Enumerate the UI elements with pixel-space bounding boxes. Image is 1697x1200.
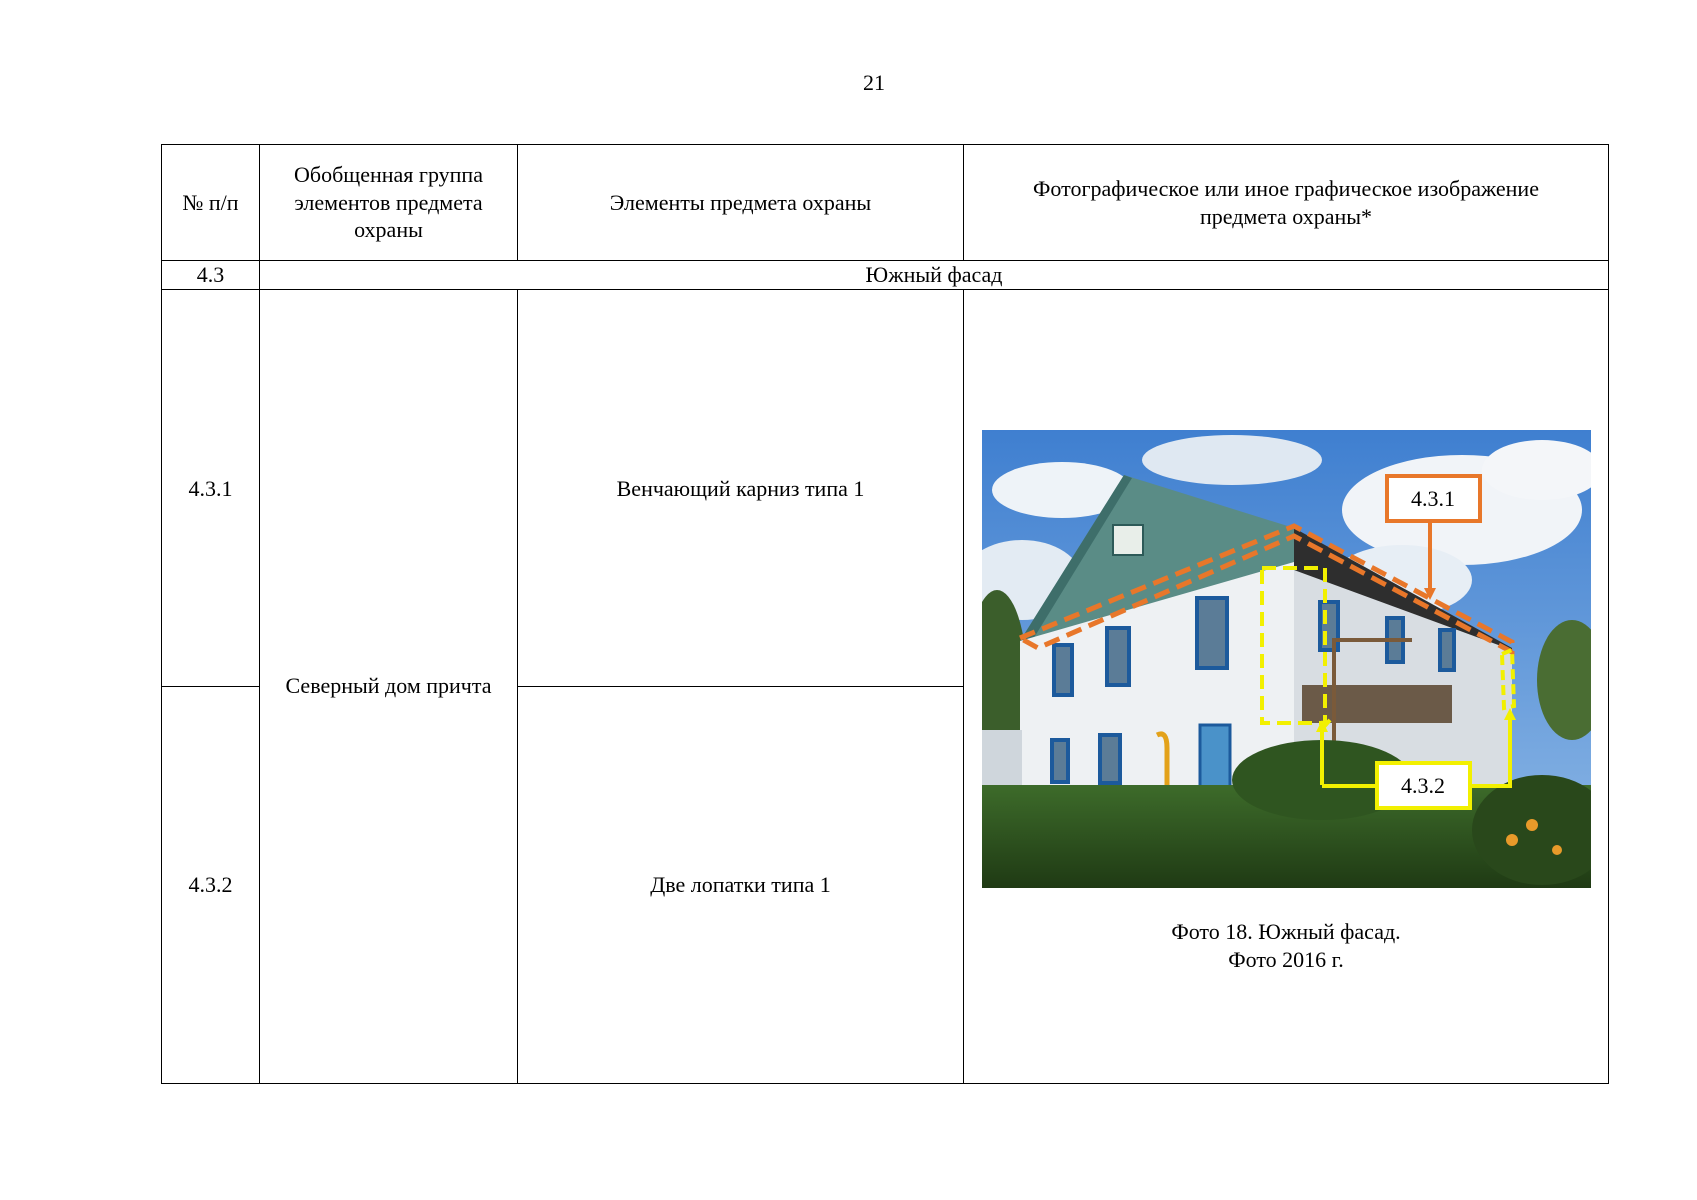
south-facade-photo	[982, 430, 1591, 888]
caption-line-1: Фото 18. Южный фасад.	[1171, 918, 1401, 944]
house-photo-illustration	[982, 430, 1591, 888]
caption-line-2: Фото 2016 г.	[1228, 947, 1344, 973]
section-title: Южный фасад	[260, 261, 1609, 290]
page-number: 21	[863, 70, 885, 95]
photo-cell	[964, 289, 1609, 1083]
row-element: Венчающий карниз типа 1	[518, 289, 964, 686]
row-num: 4.3.2	[162, 686, 260, 1083]
header-elements: Элементы предмета охраны	[518, 145, 964, 261]
header-image: Фотографическое или иное графическое изображение предмета охраны*	[964, 145, 1609, 261]
table-row	[162, 289, 1609, 686]
photo-caption	[964, 918, 1608, 975]
row-num: 4.3.1	[162, 289, 260, 686]
section-num: 4.3	[162, 261, 260, 290]
section-row	[162, 261, 1609, 290]
header-num: № п/п	[162, 145, 260, 261]
table-header-row	[162, 145, 1609, 261]
header-group: Обобщенная группа элементов предмета охраны	[260, 145, 518, 261]
group-name: Северный дом причта	[260, 289, 518, 1083]
row-element: Две лопатки типа 1	[518, 686, 964, 1083]
label-cornice: 4.3.1	[1411, 485, 1455, 511]
label-pilasters: 4.3.2	[1401, 772, 1445, 798]
protection-table	[161, 144, 1609, 1084]
